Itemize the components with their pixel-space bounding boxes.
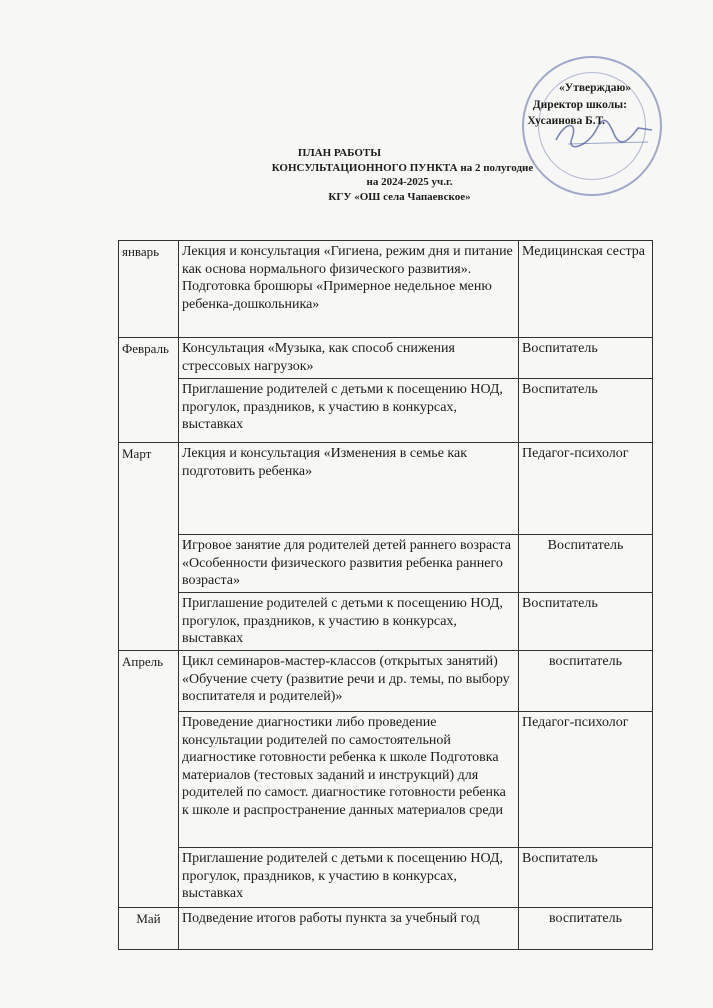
table-row — [119, 443, 653, 535]
event-cell: Лекция и консультация «Гигиена, режим дня и питание как основа нормального физического развития». Подготовка брошюры «Примерное недельное меню ребенка-дошкольника» — [179, 241, 519, 338]
event-cell: Цикл семинаров-мастер-классов (открытых занятий) «Обучение счету (развитие речи и др. темы, по выбору воспитателя и родителей)» — [179, 651, 519, 712]
approval-line-2: Директор школы: — [532, 98, 627, 111]
document-title — [0, 146, 713, 204]
table-row — [119, 593, 653, 651]
table-row — [119, 379, 653, 443]
responsible-cell: воспитатель — [519, 908, 653, 950]
title-line-4: КГУ «ОШ села Чапаевское» — [328, 190, 471, 203]
month-cell: Апрель — [119, 651, 179, 908]
table-row — [119, 535, 653, 593]
responsible-cell: Воспитатель — [519, 535, 653, 593]
event-cell: Проведение диагностики либо проведение консультации родителей по самостоятельной диагностике готовности ребенка к школе Подготовка материалов (тестовых заданий и инструкций) для родителей по самост. диагностике готовности ребенка к школе и распространение данных материалов среди — [179, 712, 519, 848]
responsible-cell: воспитатель — [519, 651, 653, 712]
responsible-cell: Воспитатель — [519, 338, 653, 379]
title-line-3: на 2024-2025 уч.г. — [366, 176, 453, 188]
event-cell: Приглашение родителей с детьми к посещению НОД, прогулок, праздников, к участию в конкурсах, выставках — [179, 848, 519, 908]
responsible-cell: Медицинская сестра — [519, 241, 653, 338]
responsible-cell: Педагог-психолог — [519, 712, 653, 848]
approval-line-1: «Утверждаю» — [559, 82, 631, 94]
event-cell: Лекция и консультация «Изменения в семье как подготовить ребенка» — [179, 443, 519, 535]
month-cell: январь — [119, 241, 179, 338]
table-row — [119, 338, 653, 379]
event-cell: Игровое занятие для родителей детей раннего возраста «Особенности физического развития ребенка раннего возраста» — [179, 535, 519, 593]
month-cell: Февраль — [119, 338, 179, 443]
month-cell: Март — [119, 443, 179, 651]
event-cell: Приглашение родителей с детьми к посещению НОД, прогулок, праздников, к участию в конкурсах, выставках — [179, 379, 519, 443]
approval-line-3: Хусаинова Б.Т. — [527, 115, 605, 127]
plan-table — [118, 240, 653, 950]
table-row — [119, 848, 653, 908]
month-cell: Май — [119, 908, 179, 950]
event-cell: Подведение итогов работы пункта за учебный год — [179, 908, 519, 950]
event-cell: Консультация «Музыка, как способ снижения стрессовых нагрузок» — [179, 338, 519, 379]
event-cell: Приглашение родителей с детьми к посещению НОД, прогулок, праздников, к участию в конкурсах, выставках — [179, 593, 519, 651]
table-row — [119, 651, 653, 712]
table-row — [119, 712, 653, 848]
responsible-cell: Воспитатель — [519, 848, 653, 908]
responsible-cell: Воспитатель — [519, 593, 653, 651]
table-row — [119, 241, 653, 338]
responsible-cell: Педагог-психолог — [519, 443, 653, 535]
responsible-cell: Воспитатель — [519, 379, 653, 443]
title-line-1: ПЛАН РАБОТЫ — [297, 147, 382, 159]
title-line-2: КОНСУЛЬТАЦИОННОГО ПУНКТА на 2 полугодие — [271, 161, 534, 174]
table-row — [119, 908, 653, 950]
approval-block — [527, 80, 631, 130]
